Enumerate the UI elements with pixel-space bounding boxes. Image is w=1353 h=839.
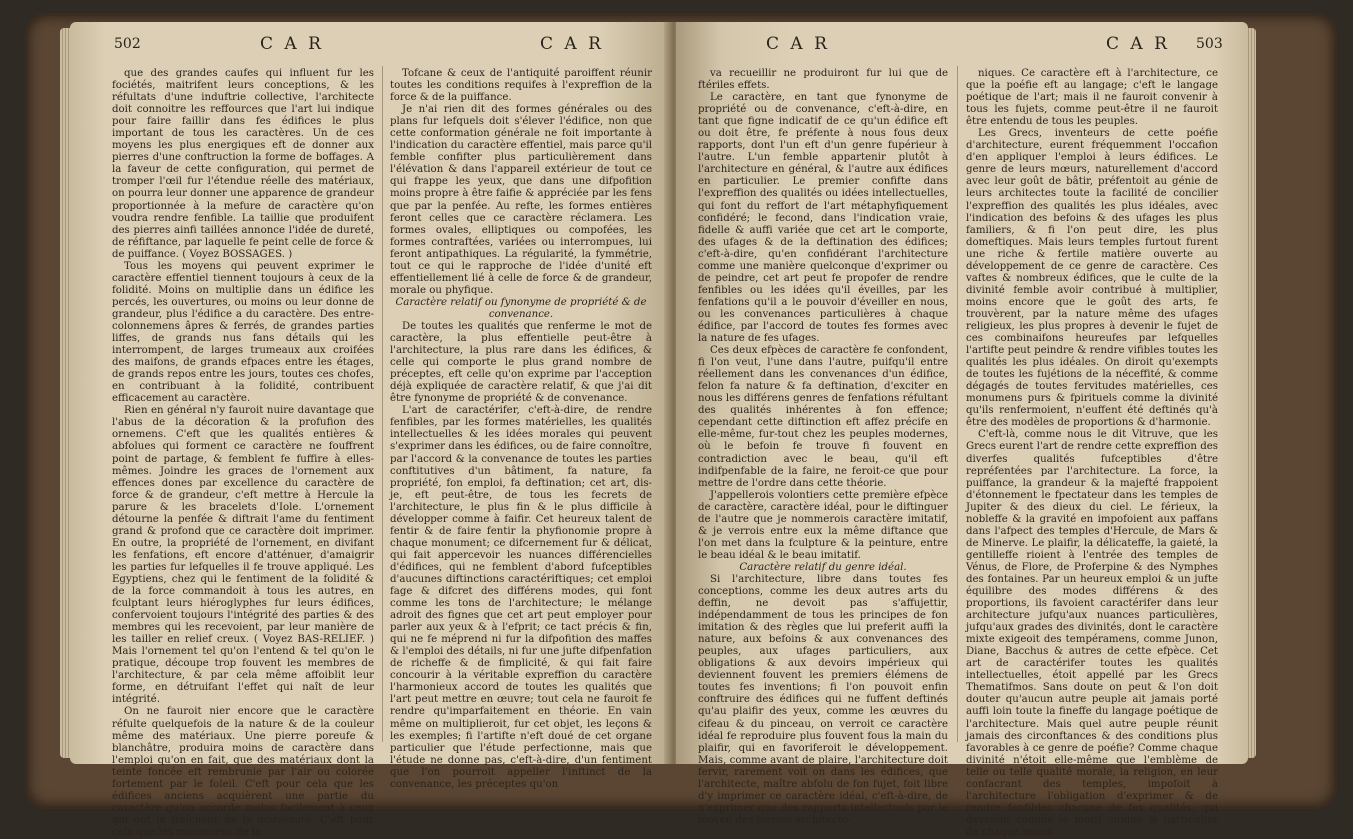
column-divider	[382, 66, 383, 742]
left-page-column-1	[112, 68, 374, 838]
paragraph: Ces deux efpèces de caractère fe confondent, fi l'on veut, l'une dans l'autre, puifqu'il entre réellement dans les convenances d'un édifice, felon fa nature & fa deftination, d'exciter en nous les différens genres de fenfations réfultant des qualités inhérentes à fon effence; cependant cette diftinction eft affez précife en elle-même, fur-tout chez les peuples modernes, où le befoin fe trouve fi fouvent en contradiction avec le beau, qu'il eft indifpenfable de la faire, ne feroit-ce que pour mettre de l'ordre dans cette théorie.	[698, 345, 948, 489]
left-page-column-2	[390, 68, 652, 790]
paragraph: va recueillir ne produiront fur lui que de ftériles effets.	[698, 68, 948, 92]
paragraph: que des grandes caufes qui influent fur les fociétés, maitrifent leurs conceptions, & les réfultats d'une induftrie collective, l'architecte doit connoitre les reffources que l'art lui indique pour faire faillir dans fes édifices le plus important de tous les caractères. Un de ces moyens les plus energiques eft de donner aux pierres d'une conftruction la forme de boffages. A la faveur de cette configuration, qui permet de tromper l'œil fur l'étendue réelle des matériaux, on pourra leur donner une apparence de grandeur proportionnée à la mefure de caractère qu'on voudra rendre fenfible. La taillie que produifent des pierres ainfi taillées annonce l'idée de dureté, de réfiftance, par laquelle fe peint celle de force & de puiffance. ( Voyez BOSSAGES. )	[112, 68, 374, 260]
right-page-column-1	[698, 68, 948, 826]
paragraph: C'eft-là, comme nous le dit Vitruve, que les Grecs eurent l'art de rendre cette expreffion des diverfes qualités fufceptibles d'être repréfentées par l'architecture. La force, la puiffance, la grandeur & la majefté frappoient d'étonnement le fpectateur dans les temples de Jupiter & des dieux du ciel. Le férieux, la nobleffe & la gravité en impofoient aux paffans dans l'afpect des temples d'Hercule, de Mars & de Minerve. Le plaifir, la délicateffe, la gaieté, la gentilleffe rioient à l'entrée des temples de Vénus, de Flore, de Proferpine & des Nymphes des fontaines. Par un heureux emploi & un jufte équilibre des modes différens & des proportions, ils favoient caractérifer dans leur architecture jufqu'aux nuances particulières, jufqu'aux grades des divinités, dont le caractère mixte exigeoit des tempéramens, comme Junon, Diane, Bacchus & autres de cette efpèce. Cet art de caractérifer toutes les qualités intellectuelles, étoit appellé par les Grecs Thematifmos. Sans doute on peut & l'on doit douter qu'aucun autre peuple ait jamais porté auffi loin toute la fineffe du langage poétique de l'architecture. Mais quel autre peuple réunit jamais des circonftances & des conditions plus favorables à ce genre de poéfie? Comme chaque divinité n'étoit elle-même que l'emblème de telle ou telle qualité morale, la religion, en leur confacrant des temples, impofoit à l'architecture l'obligation d'exprimer & de rendre fenfibles chacune de fes qualités, qui devenoit comme le motif unique & particulier de chaque monu-	[966, 429, 1218, 838]
paragraph: Les Grecs, inventeurs de cette poéfie d'architecture, eurent fréquemment l'occafion d'en appliquer l'emploi à leurs édifices. Le genre de leurs mœurs, naturellement d'accord avec leur goût de bâtir, préfentoit au génie de leurs architectes toute la facilité de concilier l'expreffion des qualités les plus idéales, avec l'indication des befoins & des ufages les plus familiers, & fi l'on peut dire, les plus domeftiques. Mais leurs temples furtout furent une riche & fertile matière ouverte au développement de ce genre de caractère. Ces vaftes & nombreux édifices, que le culte de la divinité femble avoir contribué à multiplier, moins encore que le goût des arts, fe trouvèrent, par la nature même des ufages religieux, les plus propres à devenir le fujet de ces combinaifons heureufes par lefquelles l'artifte peut peindre & rendre vifibles toutes les qualités les plus idéales. On diroit qu'exempts de toutes les fujétions de la néceffité, & comme dégagés de toutes fervitudes matérielles, ces monumens purs & fpirituels comme la divinité qu'ils renfermoient, n'euffent été deftinés qu'à être des modèles de proportions & d'harmonie.	[966, 128, 1218, 429]
right-page-column-2	[966, 68, 1218, 838]
paragraph: L'art de caractérifer, c'eft-à-dire, de rendre fenfibles, par les formes matérielles, les qualités intellectuelles & les idées morales qui peuvent s'exprimer dans les édifices, ou de faire connoître, par l'accord & la convenance de toutes les parties conftitutives d'un bâtiment, fa nature, fa propriété, fon emploi, fa deftination; cet art, dis-je, eft peut-être, de tous les fecrets de l'architecture, le plus fin & le plus difficile à développer comme à faifir. Cet heureux talent de fentir & de faire fentir la phyfionomie propre à chaque monument; ce difcernement fur & délicat, qui fait appercevoir les nuances différencielles d'édifices, qui ne femblent d'abord fufceptibles d'aucunes diftinctions caractériftiques; cet emploi fage & difcret des différens modes, qui font comme les tons de l'architecture; le mélange adroit des fignes que cet art peut employer pour parler aux yeux & à l'efprit; ce tact précis & fin, qui ne fe méprend ni fur la difpofition des maffes & l'emploi des détails, ni fur une jufte difpenfation de richeffe & de fimplicité, & qui fait faire concourir à la véritable expreffion du caractère l'harmonieux accord de toutes les qualités que l'art peut mettre en œuvre; tout cela ne fauroit fe rendre qu'imparfaitement en théorie. En vain même on multiplieroit, fur cet objet, les leçons & les exemples; fi l'artifte n'eft doué de cet organe particulier que l'étude perfectionne, mais que l'étude ne donne pas, c'eft-à-dire, d'un fentiment que l'on pourroit appeller l'inftinct de la convenance, les préceptes qu'on	[390, 405, 652, 790]
paragraph: Le caractère, en tant que fynonyme de propriété ou de convenance, c'eft-à-dire, en tant que figne indicatif de ce qu'un édifice eft ou doit être, fe préfente à nous fous deux rapports, dont l'un eft d'un genre fupérieur à l'autre. L'un femble appartenir plutôt à l'architecture en général, & l'autre aux édifices en particulier. Le premier confifte dans l'expreffion des qualités ou idées intellectuelles, qui font du reffort de l'art métaphyfiquement confidéré; le fecond, dans l'indication vraie, fidelle & auffi variée que cet art le comporte, des ufages & de la deftination des édifices; c'eft-à-dire, qu'en confidérant l'architecture comme une manière quelconque d'exprimer ou de peindre, cet art peut fe propofer de rendre fenfibles ou les idées qu'il éveilles, par les fenfations qu'il a le pouvoir d'éveiller en nous, ou les convenances particulières à chaque édifice, par l'accord de toutes fes formes avec la nature de fes ufages.	[698, 92, 948, 345]
page-number-left: 502	[114, 36, 141, 52]
paragraph: On ne fauroit nier encore que le caractère réfulte quelquefois de la nature & de la couleur même des matériaux. Une pierre poreufe & blanchâtre, produira moins de caractère dans l'emploi qu'on en fait, que des matériaux dont la teinte foncée eft rembrunie par l'air ou colorée fortement par le foleil. C'eft pour cela que les édifices anciens acquièrent une partie du caractère qu'on accorde moins facilement à ceux qui ont la fraîcheur de la nouveauté. C'eft pour cela que les monumens de la	[112, 706, 374, 838]
paragraph: niques. Ce caractère eft à l'architecture, ce que la poéfie eft au langage; c'eft le langage poétique de l'art; mais il ne fauroit convenir à tous les fujets, comme peut-être il ne fauroit être entendu de tous les peuples.	[966, 68, 1218, 128]
page-number-right: 503	[1196, 36, 1223, 52]
running-head-left-col1: C A R	[260, 34, 324, 54]
section-subheading: Caractère relatif du genre idéal.	[739, 561, 907, 573]
right-page	[676, 22, 1248, 838]
paragraph: Si l'architecture, libre dans toutes fes conceptions, comme les deux autres arts du deffin, ne devoit pas s'affujettir, indépendamment de tous les principes de fon imitation & des règles que lui preferit auffi la nature, aux befoins & aux convenances des peuples, aux ufages particuliers, aux obligations & aux devoirs impérieux qui deviennent fouvent les premiers élémens de toutes fes inventions; fi l'on pouvoit enfin conftruire des édifices qui ne fuffent deftinés qu'au plaifir des yeux, comme les œuvres du cifeau & du pinceau, on verroit ce caractère idéal fe reproduire plus fouvent fous la main du plaifir, qui en favoriferoit le développement. Mais, comme avant de plaire, l'architecture doit fervir, rarement voit on dans les édifices, que l'architecte, maître abfolu de fon fujet, foit libre d'y imprimer ce caractère idéal, c'eft-à-dire, de n'exprimer que des rapports intellectuels par le moyen des formes architecto-	[698, 573, 948, 826]
running-head-left-col2: C A R	[540, 34, 604, 54]
section-subheading: Caractère relatif ou fynonyme de propriété & de convenance.	[395, 296, 647, 320]
paragraph: Rien en général n'y fauroit nuire davantage que l'abus de la décoration & la profufion des ornemens. C'eft que les qualités entières & abfolues qui forment ce caractère ne fouffrent point de partage, & femblent fe fuffire à elles-mêmes. Joindre les graces de l'ornement aux effences dones par excellence du caractère de force & de grandeur, c'eft mettre à Hercule la parure & les bracelets d'Iole. L'ornement détourne la penfée & diftrait l'ame du fentiment grand & profond que ce caractère doit imprimer. En outre, la propriété de l'ornement, en divifant les fenfations, eft encore d'atténuer, d'amaigrir les parties fur lefquelles il fe trouve appliqué. Les Egyptiens, chez qui le fentiment de la folidité & de la force commandoit à tous les autres, en fculptant leurs hiéroglyphes fur leurs édifices, confervoient toujours l'intégrité des parties & des membres qui les recevoient, par leur manière de les tailler en relief creux. ( Voyez BAS-RELIEF. ) Mais l'ornement tel qu'on l'entend & tel qu'on le pratique, découpe trop fouvent les membres de l'architecture, & par cela même affoiblit leur forme, en détruifant l'effet qui naît de leur intégrité.	[112, 405, 374, 706]
paragraph: Tofcane & ceux de l'antiquité paroiffent réunir toutes les conditions requifes à l'expreffion de la force & de la puiffance.	[390, 68, 652, 104]
paragraph: J'appellerois volontiers cette première efpèce de caractère, caractère idéal, pour le diftinguer de l'autre que je nommerois caractère imitatif, & je verrois entre eux la même diftance que l'on met dans la fculpture & la peinture, entre le beau idéal & le beau imitatif.	[698, 489, 948, 561]
paragraph: Je n'ai rien dit des formes générales ou des plans fur lefquels doit s'élever l'édifice, non que cette conformation générale ne foit importante à l'indication du caractère effentiel, mais parce qu'il femble confifter plus particulièrement dans l'élévation & dans l'appareil extérieur de tout ce qui frappe les yeux, que dans une difpofition moins propre à être faifie & appréciée par les fens que par la penfée. Au refte, les formes entières feront celles que ce caractère réclamera. Les formes ovales, elliptiques ou compofées, les formes contraftées, variées ou interrompues, lui feront antipathiques. La régularité, la fymmétrie, tout ce qui le rapproche de l'idée d'unité eft effentiellement lié à celle de force & de grandeur, morale ou phyfique.	[390, 104, 652, 296]
column-divider	[957, 66, 958, 742]
page-edges-left	[60, 28, 70, 758]
left-page	[70, 22, 672, 838]
running-head-right-col2: C A R	[1106, 34, 1170, 54]
paragraph: De toutes les qualités que renferme le mot de caractère, la plus effentielle peut-être à l'architecture, la plus rare dans les édifices, & celle qui comporte le plus grand nombre de préceptes, eft celle qu'on exprime par l'acception déjà expliquée de caractère relatif, & que j'ai dit être fynonyme de propriété & de convenance.	[390, 320, 652, 405]
paragraph: Tous les moyens qui peuvent exprimer le caractère effentiel tiennent toujours à ceux de la folidité. Moins on multiplie dans un édifice les percés, les ouvertures, ou moins ou leur donne de grandeur, plus l'édifice a du caractère. Des entre-colonnemens âpres & ferrés, de grandes parties liffes, de grands nus fans détails qui les interrompent, de larges trumeaux aux croifées des maifons, de grands efpaces entre les étages, de grands repos entre les jours, toutes ces chofes, en contribuant à la folidité, contribuent efficacement au caractère.	[112, 260, 374, 405]
running-head-right-col1: C A R	[766, 34, 830, 54]
